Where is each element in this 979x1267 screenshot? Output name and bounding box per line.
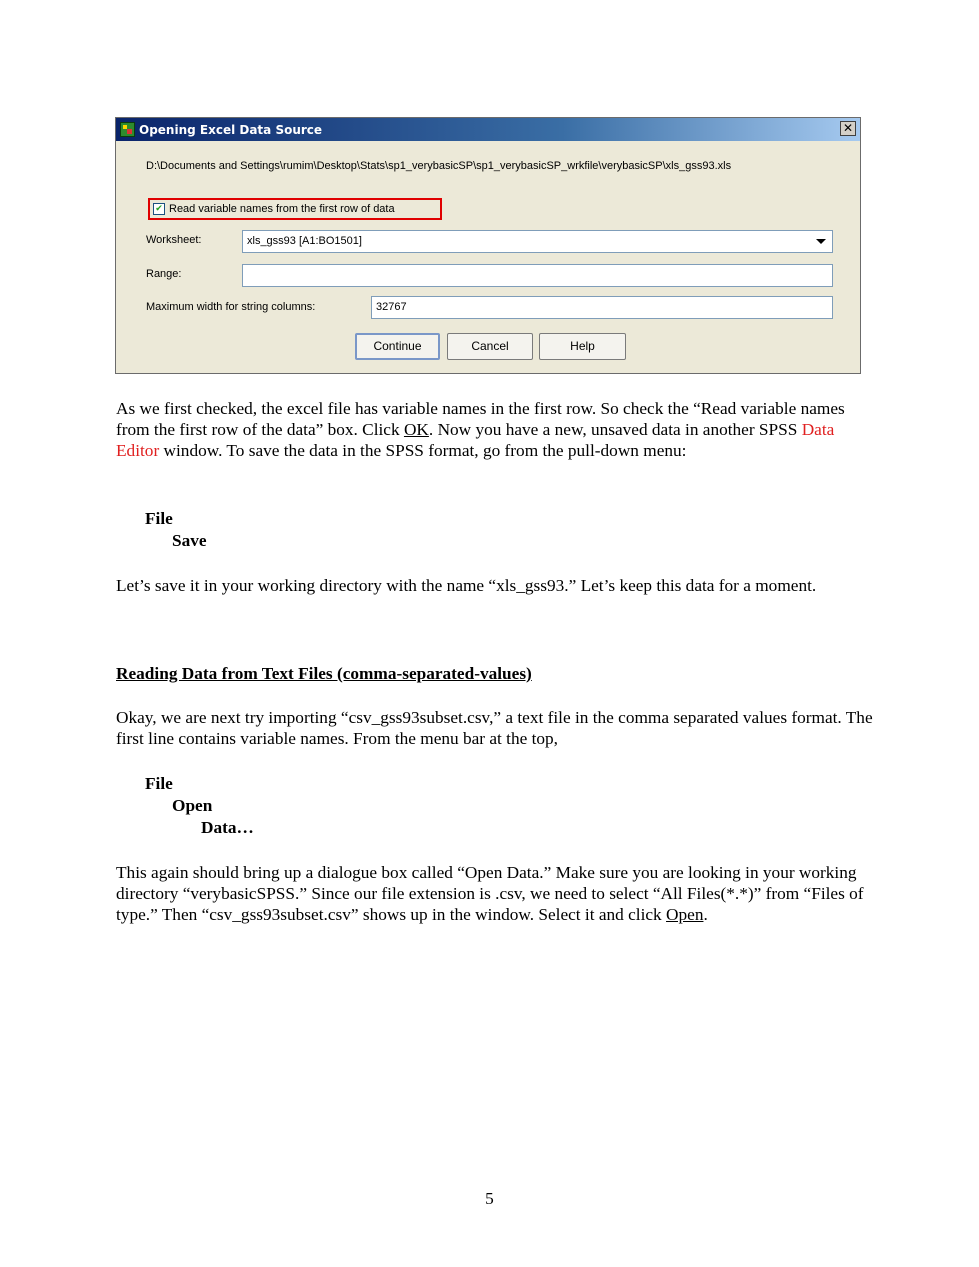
read-variable-names-checkbox-highlight[interactable] xyxy=(148,198,442,220)
excel-data-source-dialog xyxy=(115,117,861,374)
range-input[interactable] xyxy=(242,264,833,287)
help-button[interactable]: Help xyxy=(539,333,626,360)
data-editor-red-text: Data Editor xyxy=(116,420,835,461)
open-underlined: Open xyxy=(666,905,704,925)
menu-path-save: Save xyxy=(172,531,207,550)
dropdown-arrow-icon[interactable] xyxy=(816,239,826,244)
menu-path-file: File xyxy=(145,509,173,528)
checkbox-checked-icon[interactable]: ✔ xyxy=(153,203,165,215)
worksheet-value: xls_gss93 [A1:BO1501] xyxy=(247,235,362,247)
read-variable-names-label: Read variable names from the first row of data xyxy=(169,203,395,215)
worksheet-select[interactable] xyxy=(242,230,833,253)
menu-path-data: Data… xyxy=(201,818,254,837)
p1-text-b: . Now you have a new, unsaved data in another SPSS xyxy=(428,420,802,440)
paragraph-4 xyxy=(116,862,876,926)
cancel-button[interactable]: Cancel xyxy=(447,333,533,360)
p1-text-a: As we first checked, the excel file has variable names in the first row. So check the “Read variable names from the first row of the data” box. Click xyxy=(116,399,845,440)
max-width-label: Maximum width for string columns: xyxy=(146,301,316,313)
spss-app-icon xyxy=(120,122,135,137)
p4-text-a: This again should bring up a dialogue box called “Open Data.” Make sure you are looking in your working directory “verybasicSPSS.” Since our file extension is .csv, we need to select “All Files(*.*)” from “Files of type.” Then “csv_gss93subset.csv” shows up in the window. Select it and click xyxy=(116,863,864,925)
p1-text-c: window. To save the data in the SPSS format, go from the pull-down menu: xyxy=(159,441,687,461)
paragraph-3: Okay, we are next try importing “csv_gss93subset.csv,” a text file in the comma separated values format. The first line contains variable names. From the menu bar at the top, xyxy=(116,708,873,749)
file-path: D:\Documents and Settings\rumim\Desktop\Stats\sp1_verybasicSP\sp1_verybasicSP_wrkfile\verybasicSP\xls_gss93.xls xyxy=(146,160,732,172)
continue-button[interactable]: Continue xyxy=(355,333,440,360)
max-width-input[interactable]: 32767 xyxy=(371,296,833,319)
paragraph-2: Let’s save it in your working directory with the name “xls_gss93.” Let’s keep this data for a moment. xyxy=(116,576,817,595)
dialog-titlebar[interactable] xyxy=(116,118,860,141)
p4-text-b: . xyxy=(703,905,708,925)
close-button[interactable]: ✕ xyxy=(840,121,856,136)
ok-underlined: OK xyxy=(403,420,429,440)
worksheet-label: Worksheet: xyxy=(146,234,202,246)
paragraph-1 xyxy=(116,398,876,462)
range-label: Range: xyxy=(146,268,182,280)
menu-path-file-2: File xyxy=(145,774,173,793)
page-number: 5 xyxy=(485,1189,494,1208)
menu-path-open: Open xyxy=(172,796,213,815)
dialog-title: Opening Excel Data Source xyxy=(139,122,323,137)
section-heading: Reading Data from Text Files (comma-separated-values) xyxy=(116,664,532,683)
